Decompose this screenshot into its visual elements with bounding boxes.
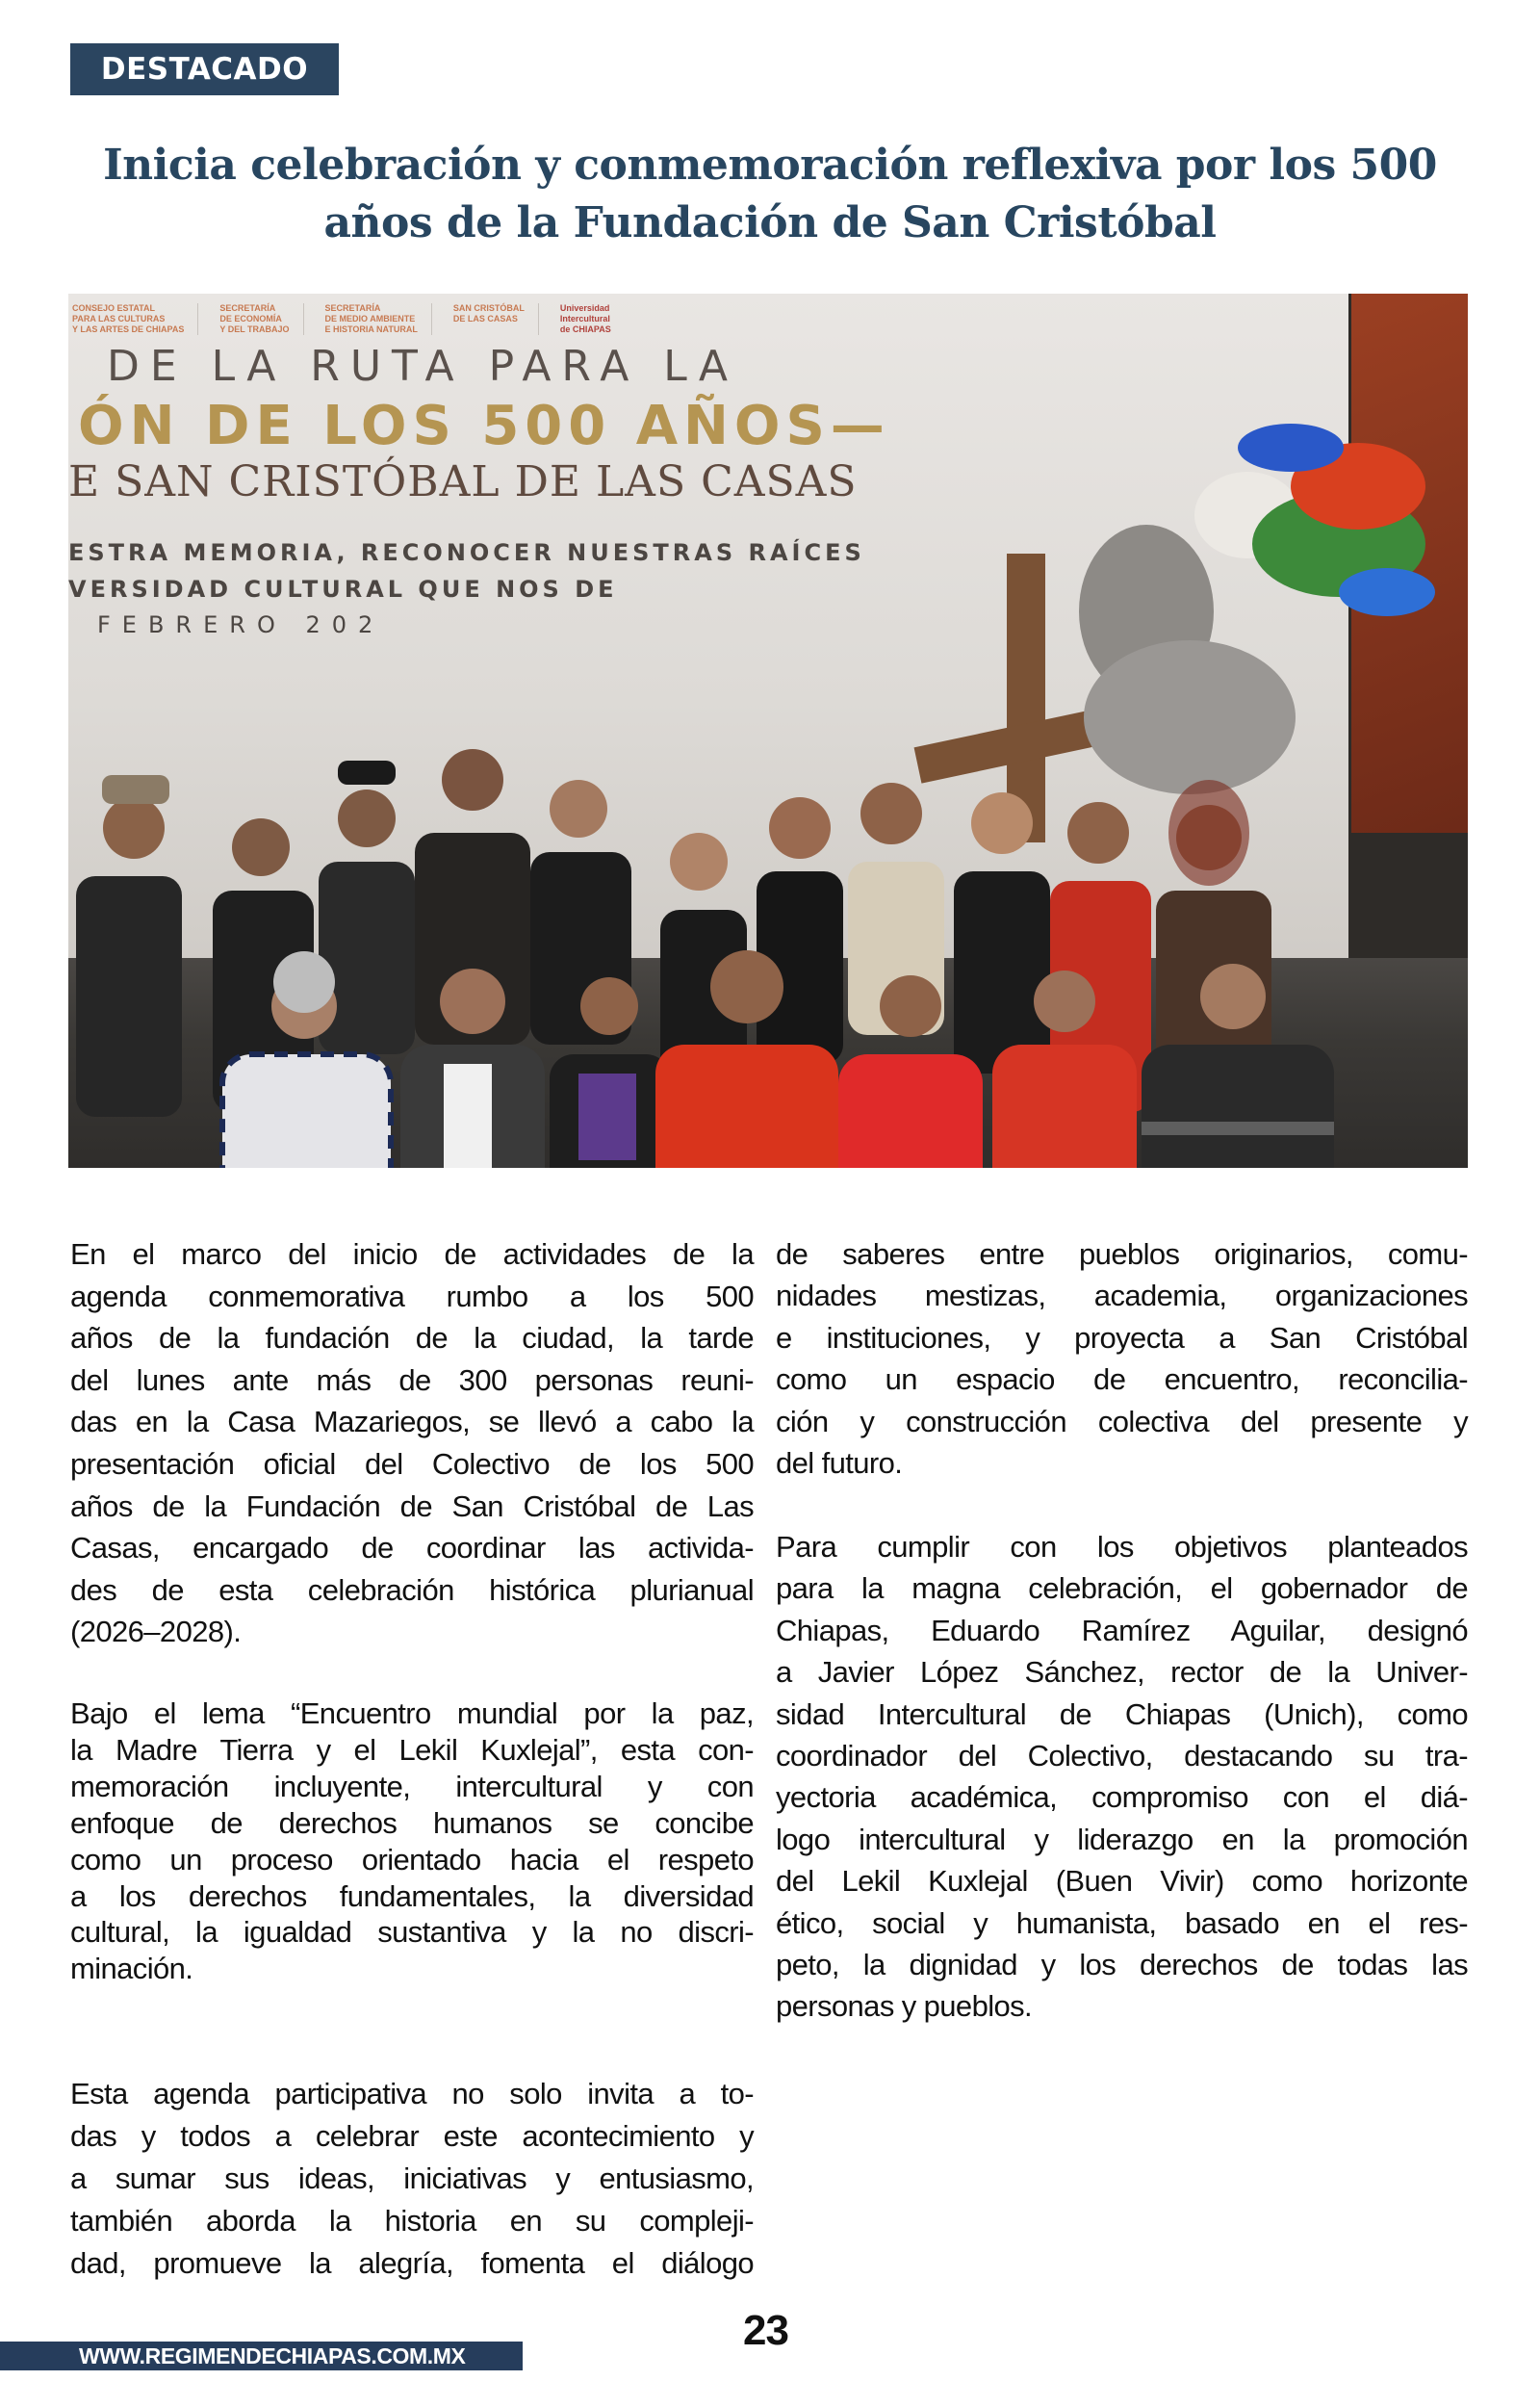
section-badge: DESTACADO bbox=[70, 43, 339, 95]
text-line: yectoria académica, compromiso con el diá- bbox=[776, 1780, 1468, 1815]
banner-text: ÓN DE LOS 500 AÑOS— bbox=[78, 395, 890, 457]
text-line: nidades mestizas, academia, organizaciones bbox=[776, 1279, 1468, 1313]
banner-text: DE LA RUTA PARA LA bbox=[107, 342, 738, 391]
text-line: a sumar sus ideas, iniciativas y entusiasmo, bbox=[70, 2161, 754, 2195]
text-line: personas y pueblos. bbox=[776, 1989, 1033, 2024]
text-line: Bajo el lema “Encuentro mundial por la paz, bbox=[70, 1696, 754, 1730]
banner-text: FEBRERO 202 bbox=[97, 611, 385, 638]
text-line: En el marco del inicio de actividades de la bbox=[70, 1237, 754, 1271]
article-paragraph bbox=[70, 1695, 754, 1987]
article-paragraph bbox=[70, 2073, 754, 2285]
text-line: cultural, la igualdad sustantiva y la no discri- bbox=[70, 1915, 754, 1950]
text-line: e instituciones, y proyecta a San Cristóbal bbox=[776, 1320, 1468, 1355]
text-line: para la magna celebración, el gobernador de bbox=[776, 1571, 1468, 1606]
text-line: como un proceso orientado hacia el respeto bbox=[70, 1842, 754, 1876]
text-line: peto, la dignidad y los derechos de todas las bbox=[776, 1948, 1468, 1982]
text-line: agenda conmemorativa rumbo a los 500 bbox=[70, 1279, 754, 1313]
headline-line: años de la Fundación de San Cristóbal bbox=[323, 198, 1217, 247]
text-line: ción y construcción colectiva del presente y bbox=[776, 1404, 1468, 1438]
text-line: Chiapas, Eduardo Ramírez Aguilar, designó bbox=[776, 1613, 1468, 1647]
banner-logo: SECRETARÍA DE ECONOMÍA Y DEL TRABAJO bbox=[219, 303, 303, 335]
banner-logo: CONSEJO ESTATAL PARA LAS CULTURAS Y LAS ARTES DE CHIAPAS bbox=[72, 303, 198, 335]
text-line: dad, promueve la alegría, fomenta el diálogo bbox=[70, 2246, 754, 2280]
text-line: ético, social y humanista, basado en el res- bbox=[776, 1905, 1468, 1940]
group-photo-illustration bbox=[68, 294, 1468, 1168]
page-number: 23 bbox=[743, 2307, 788, 2354]
text-line: Esta agenda participativa no solo invita a to- bbox=[70, 2077, 754, 2110]
text-line: das y todos a celebrar este acontecimiento y bbox=[70, 2119, 754, 2153]
text-line: Casas, encargado de coordinar las activida- bbox=[70, 1531, 754, 1566]
text-line: coordinador del Colectivo, destacando su tra- bbox=[776, 1739, 1468, 1773]
text-line: minación. bbox=[70, 1952, 193, 1986]
article-paragraph bbox=[776, 1233, 1468, 1484]
text-line: logo intercultural y liderazgo en la promoción bbox=[776, 1822, 1468, 1856]
text-line: presentación oficial del Colectivo de los 500 bbox=[70, 1446, 754, 1481]
text-line: del Lekil Kuxlejal (Buen Vivir) como horizonte bbox=[776, 1864, 1468, 1899]
headline-line: Inicia celebración y conmemoración reflexiva por los 500 bbox=[103, 141, 1437, 190]
yarn-figure bbox=[1194, 424, 1435, 616]
text-line: memoración incluyente, intercultural y con bbox=[70, 1769, 754, 1803]
text-line: (2026–2028). bbox=[70, 1615, 242, 1649]
text-line: das en la Casa Mazariegos, se llevó a cabo la bbox=[70, 1405, 754, 1439]
text-line: sidad Intercultural de Chiapas (Unich), como bbox=[776, 1696, 1468, 1731]
banner-text: E SAN CRISTÓBAL DE LAS CASAS bbox=[68, 457, 858, 506]
text-line: de saberes entre pueblos originarios, comu- bbox=[776, 1237, 1468, 1271]
banner-logo: SAN CRISTÓBAL DE LAS CASAS bbox=[453, 303, 539, 335]
text-line: Para cumplir con los objetivos planteados bbox=[776, 1530, 1468, 1564]
banner-text: ESTRA MEMORIA, RECONOCER NUESTRAS RAÍCES bbox=[68, 539, 865, 566]
banner-logo: SECRETARÍA DE MEDIO AMBIENTE E HISTORIA NATURAL bbox=[325, 303, 432, 335]
banner-text: VERSIDAD CULTURAL QUE NOS DE bbox=[68, 576, 618, 603]
text-line: a los derechos fundamentales, la diversidad bbox=[70, 1878, 754, 1913]
text-line: la Madre Tierra y el Lekil Kuxlejal”, esta con- bbox=[70, 1732, 754, 1767]
text-line: del lunes ante más de 300 personas reuni- bbox=[70, 1362, 754, 1397]
text-line: también aborda la historia en su compleji- bbox=[70, 2204, 754, 2238]
headline bbox=[58, 137, 1482, 252]
text-line: años de la fundación de la ciudad, la tarde bbox=[70, 1321, 754, 1356]
text-line: a Javier López Sánchez, rector de la Univer- bbox=[776, 1655, 1468, 1690]
text-line: enfoque de derechos humanos se concibe bbox=[70, 1805, 754, 1840]
article-paragraph bbox=[70, 1233, 754, 1653]
banner-logo: Universidad Intercultural de CHIAPAS bbox=[559, 303, 611, 334]
text-line: del futuro. bbox=[776, 1446, 903, 1481]
article-paragraph bbox=[776, 1526, 1468, 2028]
text-line: años de la Fundación de San Cristóbal de Las bbox=[70, 1488, 754, 1523]
article-photo bbox=[68, 294, 1468, 1168]
text-line: como un espacio de encuentro, reconcilia- bbox=[776, 1362, 1468, 1397]
website-link[interactable]: WWW.REGIMENDECHIAPAS.COM.MX bbox=[79, 2343, 466, 2368]
text-line: des de esta celebración histórica plurianual bbox=[70, 1572, 754, 1607]
